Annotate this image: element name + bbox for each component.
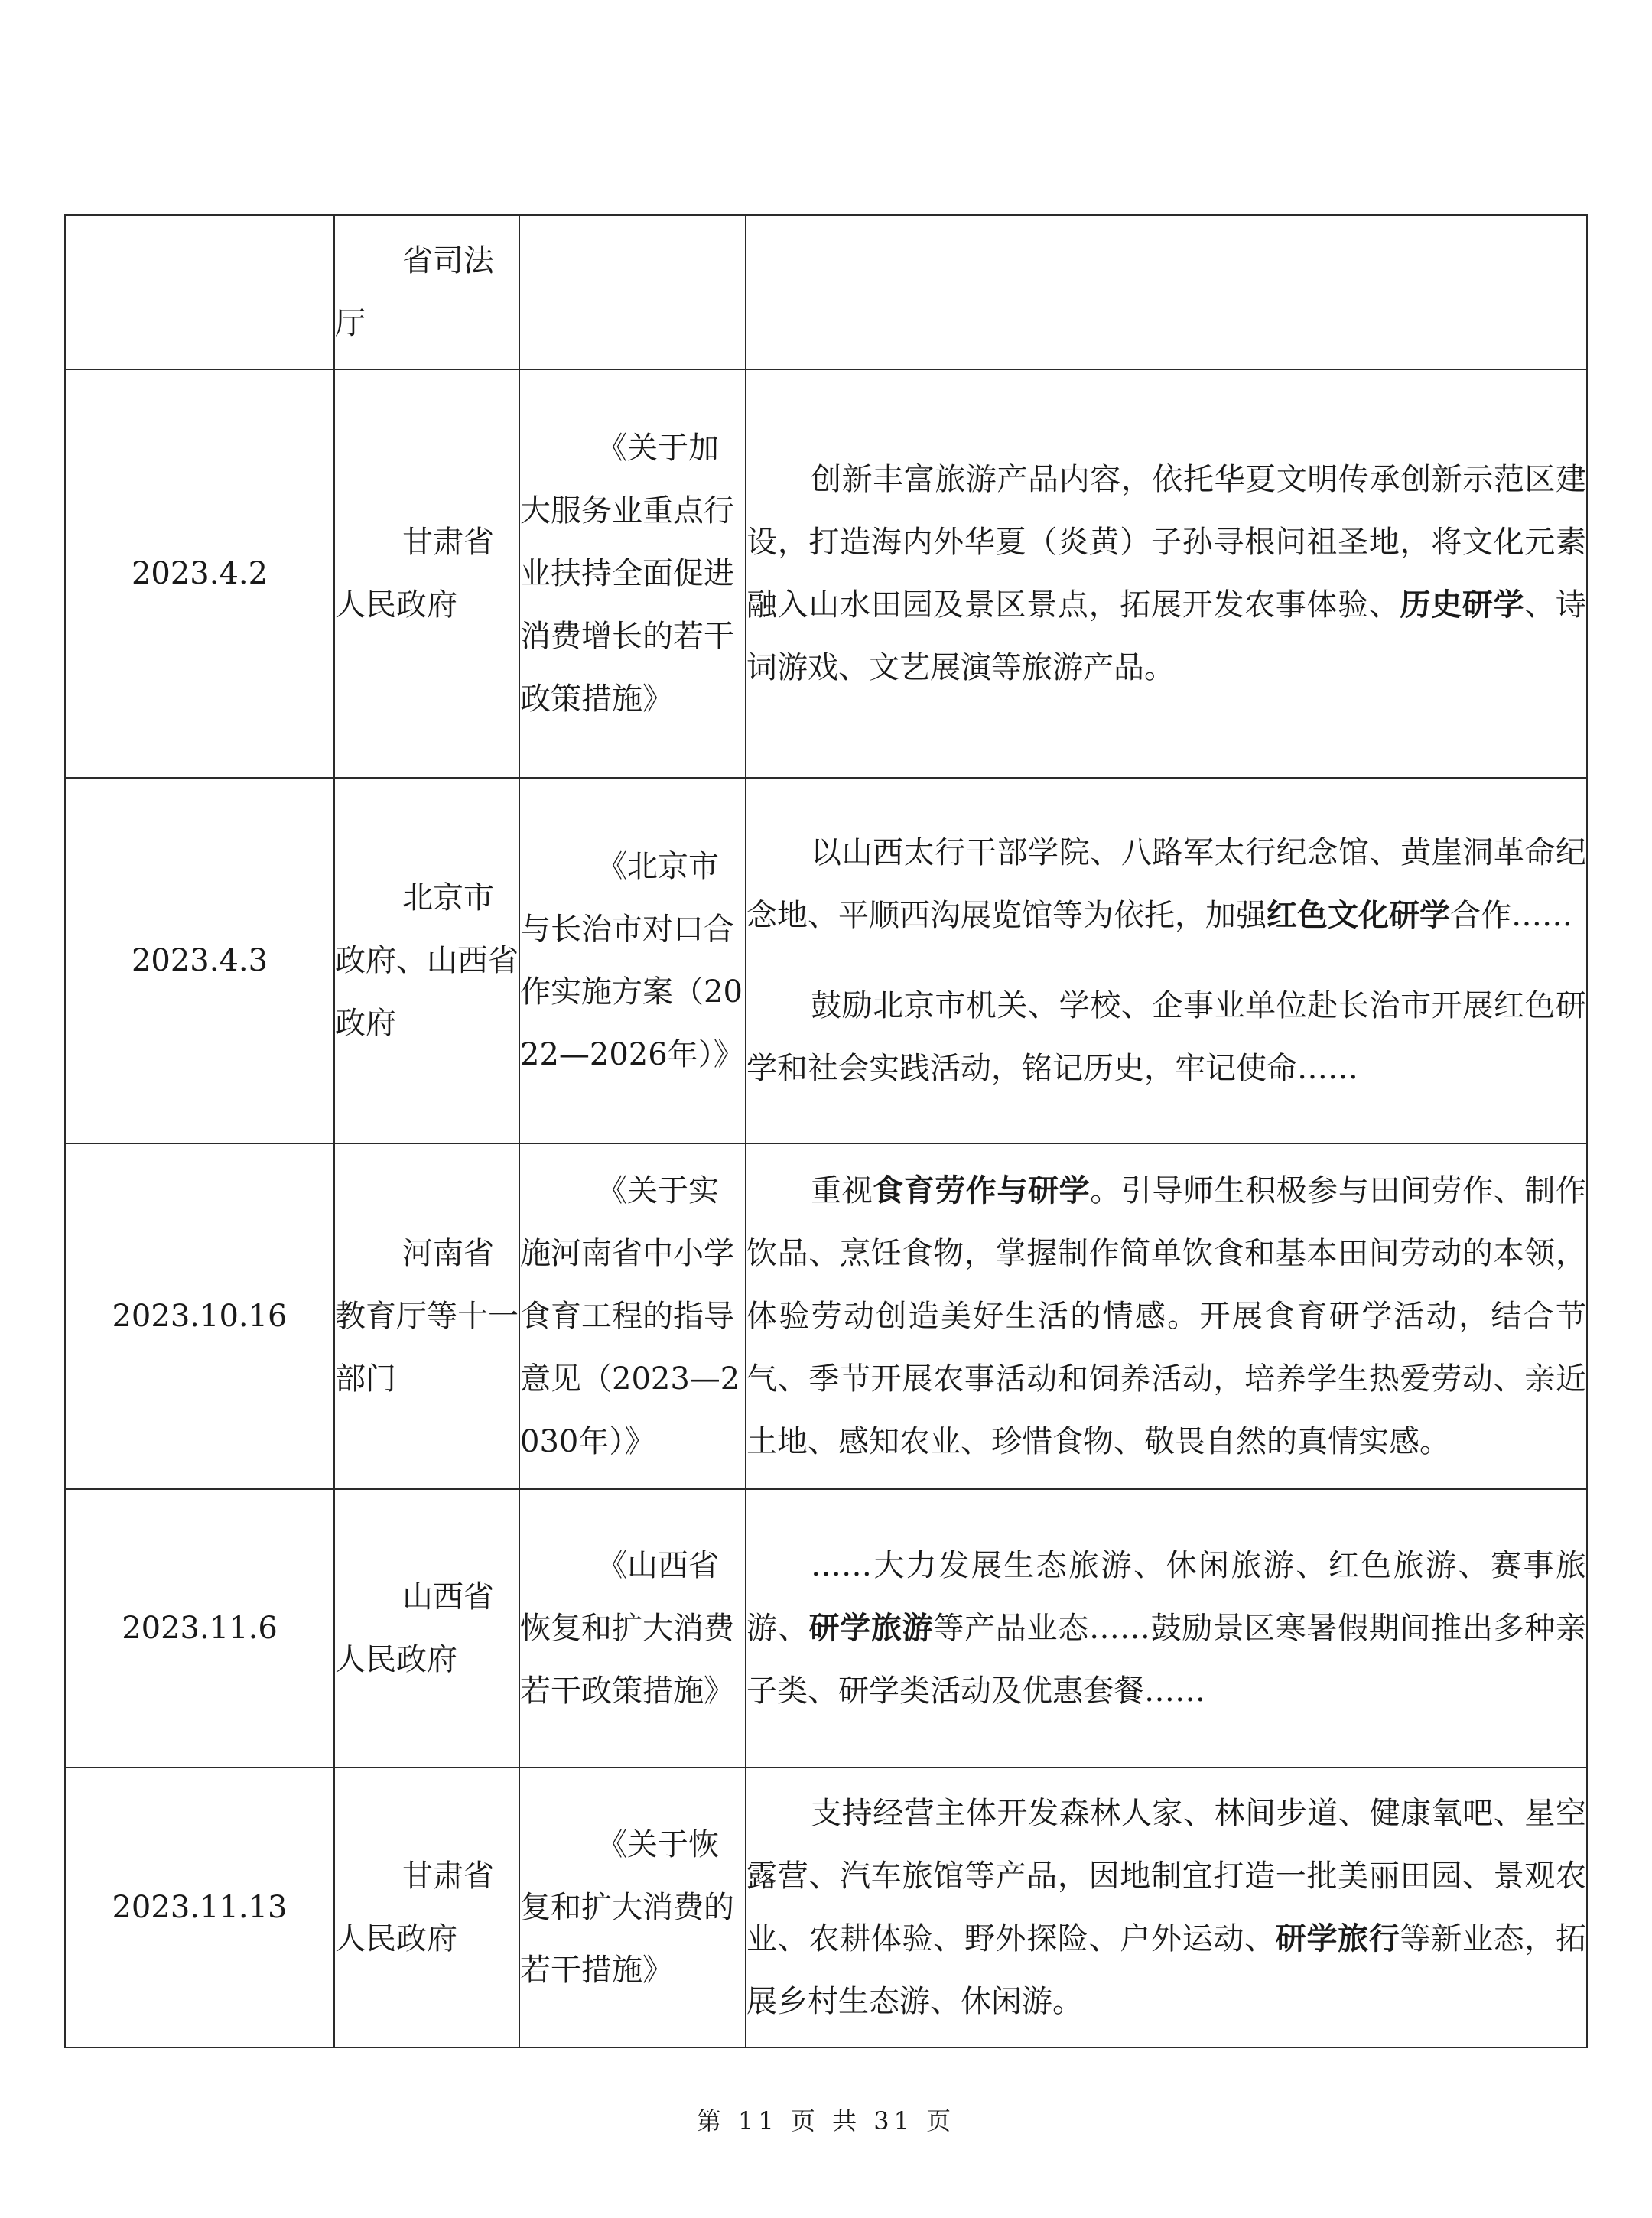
issuer-cell (334, 1489, 519, 1768)
content-text: 重视 (811, 1173, 873, 1208)
issuer-text: 山西省人民政府 (335, 1579, 494, 1677)
highlighted-keyword: 历史研学 (1400, 587, 1525, 623)
content-text: 鼓励北京市机关、学校、企事业单位赴长治市开展红色研学和社会实践活动，铭记历史，牢记使命…… (746, 988, 1586, 1086)
document-title-cell (519, 369, 746, 778)
highlighted-keyword: 研学旅行 (1275, 1920, 1400, 1956)
document-title-text: 《山西省恢复和扩大消费若干政策措施》 (520, 1548, 734, 1709)
table-row (65, 778, 1587, 1143)
document-title-text: 《关于加大服务业重点行业扶持全面促进消费增长的若干政策措施》 (520, 431, 734, 717)
content-paragraph (746, 448, 1586, 699)
document-title-text: 《北京市与长治市对口合作实施方案（2022—2026年）》 (520, 849, 744, 1072)
date-cell: 2023.4.3 (65, 778, 334, 1143)
highlighted-keyword: 食育劳作与研学 (873, 1172, 1091, 1208)
issuer-cell (334, 215, 519, 369)
content-cell (746, 215, 1587, 369)
document-title-text: 《关于实施河南省中小学食育工程的指导意见（2023—2030年）》 (520, 1173, 740, 1459)
issuer-text: 河南省教育厅等十一部门 (335, 1236, 519, 1397)
issuer-text: 省司法厅 (335, 243, 494, 341)
content-paragraph (746, 974, 1586, 1100)
content-paragraph (746, 1534, 1586, 1722)
content-text: 。引导师生积极参与田间劳作、制作饮品、烹饪食物，掌握制作简单饮食和基本田间劳动的本领，体验劳动创造美好生活的情感。开展食育研学活动，结合节气、季节开展农事活动和饲养活动，培养学生热爱劳动、亲近土地、感知农业、珍惜食物、敬畏自然的真情实感。 (746, 1173, 1587, 1459)
issuer-cell (334, 1768, 519, 2047)
issuer-text: 北京市政府、山西省政府 (335, 880, 519, 1041)
content-text: 等产品业态……鼓励景区寒暑假期间推出多种亲子类、研学类活动及优惠套餐…… (746, 1611, 1587, 1709)
date-cell (65, 215, 334, 369)
document-title-cell (519, 1143, 746, 1489)
content-cell (746, 1489, 1587, 1768)
date-cell: 2023.4.2 (65, 369, 334, 778)
table-row (65, 215, 1587, 369)
issuer-cell (334, 778, 519, 1143)
issuer-text: 甘肃省人民政府 (335, 525, 494, 623)
page-footer: 第 11 页 共 31 页 (696, 2106, 956, 2135)
date-cell: 2023.11.6 (65, 1489, 334, 1768)
issuer-cell (334, 1143, 519, 1489)
table-row (65, 1768, 1587, 2047)
document-title-cell (519, 778, 746, 1143)
content-text: 、诗词游戏、文艺展演等旅游产品。 (746, 587, 1587, 685)
document-title-cell (519, 1768, 746, 2047)
content-text: 等新业态，拓展乡村生态游、休闲游。 (746, 1921, 1587, 2019)
document-title-cell (519, 215, 746, 369)
content-text: 支持经营主体开发森林人家、林间步道、健康氧吧、星空露营、汽车旅馆等产品，因地制宜打造一批美丽田园、景观农业、农耕体验、野外探险、户外运动、 (746, 1796, 1586, 1956)
content-cell (746, 1143, 1587, 1489)
content-cell (746, 1768, 1587, 2047)
highlighted-keyword: 红色文化研学 (1267, 897, 1450, 933)
highlighted-keyword: 研学旅游 (808, 1610, 934, 1646)
content-text: ……大力发展生态旅游、休闲旅游、红色旅游、赛事旅游、 (746, 1548, 1586, 1646)
document-title-cell (519, 1489, 746, 1768)
policy-table (64, 214, 1588, 2048)
content-text: 创新丰富旅游产品内容，依托华夏文明传承创新示范区建设，打造海内外华夏（炎黄）子孙寻根问祖圣地，将文化元素融入山水田园及景区景点，拓展开发农事体验、 (746, 462, 1586, 623)
content-paragraph (746, 1159, 1586, 1473)
table-row (65, 369, 1587, 778)
table-row (65, 1143, 1587, 1489)
content-paragraph (746, 821, 1586, 947)
content-text: 合作…… (1450, 898, 1572, 933)
date-cell: 2023.11.13 (65, 1768, 334, 2047)
content-cell (746, 778, 1587, 1143)
document-title-text: 《关于恢复和扩大消费的若干措施》 (520, 1827, 734, 1988)
date-cell: 2023.10.16 (65, 1143, 334, 1489)
issuer-cell (334, 369, 519, 778)
content-cell (746, 369, 1587, 778)
content-paragraph (746, 1782, 1586, 2033)
issuer-text: 甘肃省人民政府 (335, 1859, 494, 1956)
content-text: 以山西太行干部学院、八路军太行纪念馆、黄崖洞革命纪念地、平顺西沟展览馆等为依托，加强 (746, 835, 1586, 933)
table-row (65, 1489, 1587, 1768)
